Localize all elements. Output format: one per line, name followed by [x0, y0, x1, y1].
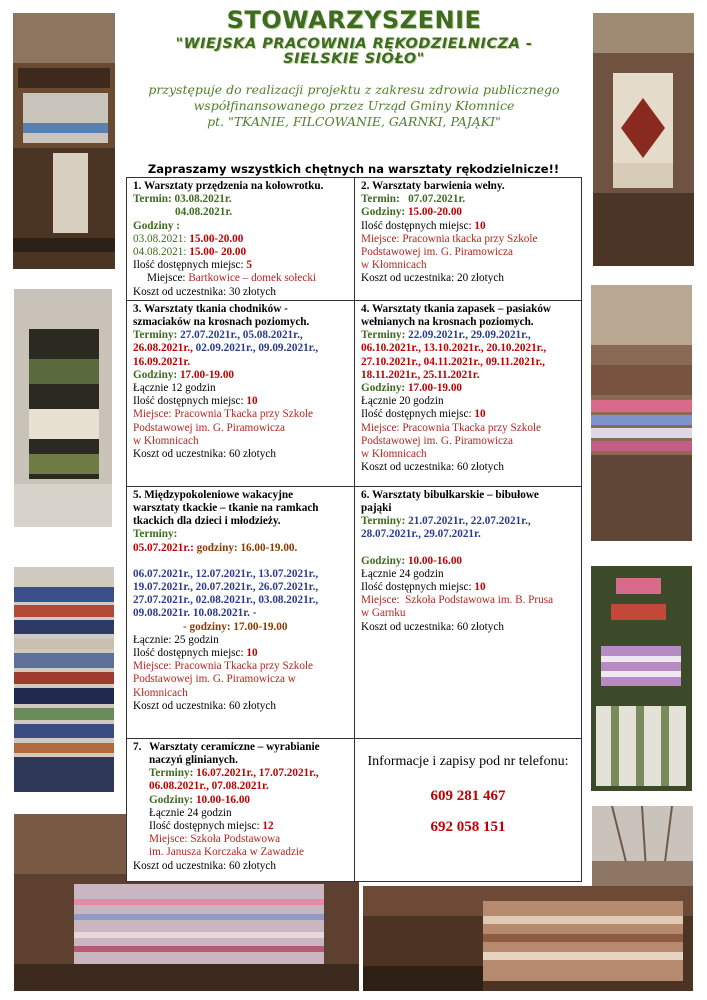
org-name-line2: SIELSKIE SIOŁO": [283, 51, 425, 68]
places-value: 12: [262, 820, 274, 833]
term-date: 04.08.2021r.: [175, 206, 233, 219]
cost: Koszt od uczestnika: 60 złotych: [133, 448, 276, 461]
hours-label: Godziny:: [361, 382, 406, 395]
contact-info: Informacje i zapisy pod nr telefonu:: [367, 753, 569, 769]
table-row: [127, 178, 582, 301]
place-value: Pracownia Tkacka przy Szkole: [402, 421, 541, 434]
workshop-title: 1. Warsztaty przędzenia na kołowrotku.: [133, 180, 324, 192]
places-value: 10: [474, 219, 486, 232]
terms-label: Terminy:: [133, 528, 178, 541]
place-label: Miejsce:: [361, 594, 400, 607]
term-label: Termin:: [361, 193, 400, 206]
hours-date: 04.08.2021:: [133, 246, 187, 259]
term-dates: 27.10.2021r., 04.11.2021r., 09.11.2021r.,: [361, 355, 545, 368]
photo-striped-rugs-left: [14, 567, 114, 792]
term-dates: 16.07.2021r., 17.07.2021r.,: [196, 767, 319, 780]
term-dates: 19.07.2021r., 20.07.2021r., 26.07.2021r.,: [133, 581, 319, 594]
total-hours: Łącznie 24 godzin: [361, 567, 444, 580]
table-row: [127, 486, 582, 738]
term-label: Termin:: [133, 193, 172, 206]
total-hours: Łącznie 20 godzin: [361, 395, 444, 408]
workshop-title: warsztaty tkackie – tkanie na ramkach: [133, 502, 319, 515]
workshop-title: tkackich dla dzieci i młodzieży.: [133, 515, 281, 528]
place-value: w Kłomnicach: [361, 259, 427, 272]
contact-cell: [355, 738, 582, 881]
term-dates: 02.09.2021r., 09.09.2021r.,: [192, 342, 319, 355]
loom-photo-image: [13, 13, 115, 269]
workshop-4: [355, 300, 582, 486]
places-label: Ilość dostępnych miejsc:: [149, 820, 260, 833]
place-value: w Garnku: [361, 607, 406, 620]
terms-label: Terminy:: [361, 515, 406, 528]
place-label: Miejsce:: [133, 660, 172, 673]
place-value: Podstawowej im. G. Piramowicza: [133, 421, 285, 434]
hours-label: Godziny:: [361, 206, 406, 219]
table-row: [127, 300, 582, 486]
invitation-text: Zapraszamy wszystkich chętnych na warsztaty rękodzielnicze!!: [147, 162, 560, 176]
terms-label: Terminy:: [133, 329, 178, 342]
cost: Koszt od uczestnika: 60 złotych: [361, 461, 504, 474]
workshop-2: [355, 178, 582, 301]
place-value: Podstawowej im. G. Piramowicza w: [133, 673, 296, 686]
place-label: Miejsce:: [149, 833, 188, 846]
term-dates: 16.09.2021r.: [133, 355, 191, 368]
photo-loom-top-left: [13, 13, 115, 269]
place-value: Pracownia Tkacka przy Szkole: [174, 660, 313, 673]
hours-label: Godziny:: [149, 793, 194, 806]
photo-weave-top-right: [593, 13, 694, 266]
cost: Koszt od uczestnika: 30 złotych: [133, 285, 276, 298]
term-dates: 22.09.2021r., 29.09.2021r.,: [408, 329, 531, 342]
term-dates: 27.07.2021r., 05.08.2021r.,: [180, 329, 303, 342]
photo-loom-bottom-right: [363, 886, 693, 991]
hours-value: 17.00-19.00: [179, 368, 235, 381]
hours-value: 15.00- 20.00: [189, 246, 247, 259]
hours-value: 17.00-19.00: [407, 382, 463, 395]
rugs-grass-image: [591, 566, 692, 791]
workshop-title: szmaciaków na krosnach poziomych.: [133, 316, 310, 329]
org-title: STOWARZYSZENIE: [226, 6, 482, 34]
header: [130, 8, 578, 130]
phone-number[interactable]: 609 281 467: [430, 788, 506, 805]
loom-mid-photo-image: [14, 289, 112, 527]
striped-rugs-image: [14, 567, 114, 792]
term-dates: 06.10.2021r., 13.10.2021r., 20.10.2021r.,: [361, 342, 547, 355]
threads-image: [592, 806, 693, 886]
cost: Koszt od uczestnika: 20 złotych: [361, 272, 504, 285]
weave-photo-image: [593, 13, 694, 266]
hours-label: Godziny :: [133, 219, 180, 232]
project-line1: przystępuje do realizacji projektu z zakresu zdrowia publicznego: [148, 81, 560, 97]
place-label: Miejsce:: [147, 272, 186, 285]
workshop-title: 3. Warsztaty tkania chodników -: [133, 302, 288, 315]
loom-bottom-right-image: [363, 886, 693, 991]
term-dates: 06.07.2021r., 12.07.2021r., 13.07.2021r.,: [133, 567, 319, 580]
term-date: 05.07.2021r.:: [133, 541, 194, 554]
place-value: im. Janusza Korczaka w Zawadzie: [149, 846, 304, 859]
hours-label: - godziny:: [183, 620, 231, 633]
workshop-title: Warsztaty ceramiczne – wyrabianie: [149, 740, 320, 753]
project-line2: współfinansowanego przez Urząd Gminy Kłomnice: [193, 97, 515, 113]
workshop-6: [355, 486, 582, 738]
cost: Koszt od uczestnika: 60 złotych: [133, 699, 276, 712]
cost: Koszt od uczestnika: 60 złotych: [361, 620, 504, 633]
place-value: w Kłomnicach: [361, 448, 427, 461]
workshop-title: naczyń glinianych.: [149, 754, 238, 767]
place-value: Szkoła Podstawowa: [190, 833, 281, 846]
photo-threads-bottom-right: [592, 806, 693, 886]
total-hours: Łącznie 24 godzin: [149, 806, 232, 819]
term-date: 07.07.2021r.: [408, 193, 466, 206]
terms-label: Terminy:: [149, 767, 194, 780]
places-label: Ilość dostępnych miejsc:: [361, 581, 472, 594]
term-date: 03.08.2021r.: [174, 193, 232, 206]
project-line3: pt. "TKANIE, FILCOWANIE, GARNKI, PAJĄKI": [207, 113, 501, 129]
workshop-5: [127, 486, 355, 738]
places-label: Ilość dostępnych miejsc:: [133, 259, 244, 272]
place-label: Miejsce:: [361, 421, 400, 434]
place-value: Bartkowice – domek sołecki: [188, 272, 317, 285]
places-value: 10: [246, 395, 258, 408]
terms-label: Terminy:: [361, 329, 406, 342]
hours-date: 03.08.2021:: [133, 232, 187, 245]
spacer: [361, 542, 575, 555]
hours-value: 10.00-16.00: [195, 793, 251, 806]
place-label: Miejsce:: [133, 408, 172, 421]
places-value: 10: [246, 647, 258, 660]
total-hours: Łącznie 12 godzin: [133, 382, 216, 395]
place-label: Miejsce:: [361, 232, 400, 245]
term-dates: 09.08.2021r. 10.08.2021r. -: [133, 607, 257, 620]
term-dates: 18.11.2021r., 25.11.2021r.: [361, 368, 480, 381]
table-row: [127, 738, 582, 881]
place-value: Pracownia Tkacka przy Szkole: [174, 408, 313, 421]
places-value: 5: [246, 259, 252, 272]
places-label: Ilość dostępnych miejsc:: [133, 647, 244, 660]
hours-value: 15.00-20.00: [189, 232, 244, 245]
workshop-title: 2. Warsztaty barwienia wełny.: [361, 180, 505, 192]
place-value: Podstawowej im. G. Piramowicza: [361, 434, 513, 447]
workshop-1: [127, 178, 355, 301]
hours-label: Godziny:: [133, 368, 178, 381]
workshop-3: [127, 300, 355, 486]
places-value: 10: [474, 581, 486, 594]
places-label: Ilość dostępnych miejsc:: [361, 219, 472, 232]
place-value: Szkoła Podstawowa im. B. Prusa: [405, 594, 554, 607]
places-label: Ilość dostępnych miejsc:: [361, 408, 472, 421]
place-value: Podstawowej im. G. Piramowicza: [361, 246, 513, 259]
term-dates: 26.08.2021r.,: [133, 342, 193, 355]
workshops-table: [126, 177, 582, 882]
term-dates: 28.07.2021r., 29.07.2021r.: [361, 528, 481, 541]
cost: Koszt od uczestnika: 60 złotych: [133, 859, 276, 872]
places-value: 10: [474, 408, 486, 421]
workshop-title: wełnianych na krosnach poziomych.: [361, 316, 534, 329]
hours-value: 17.00-19.00: [230, 620, 288, 633]
rug-photo-image: [591, 285, 692, 541]
photo-rugs-grass-right: [591, 566, 692, 791]
workshop-title: 4. Warsztaty tkania zapasek – pasiaków: [361, 302, 552, 315]
phone-number[interactable]: 692 058 151: [430, 819, 506, 836]
photo-rag-rug-mid-right: [591, 285, 692, 541]
workshop-7: [127, 738, 355, 881]
term-dates: 21.07.2021r., 22.07.2021r.,: [408, 515, 531, 528]
hours-label: godziny:: [193, 541, 238, 554]
places-label: Ilość dostępnych miejsc:: [133, 395, 244, 408]
place-value: Pracownia tkacka przy Szkole: [402, 232, 538, 245]
workshop-title: 5. Międzypokoleniowe wakacyjne: [133, 488, 294, 501]
total-hours: Łącznie: 25 godzin: [133, 633, 219, 646]
org-name-line1: "WIEJSKA PRACOWNIA RĘKODZIELNICZA -: [175, 36, 533, 53]
spacer: [133, 555, 348, 568]
term-dates: 27.07.2021r., 02.08.2021r., 03.08.2021r.,: [133, 594, 319, 607]
workshop-title: 6. Warsztaty bibułkarskie – bibułowe: [361, 488, 539, 501]
hours-value: 10.00-16.00: [407, 554, 463, 567]
place-value: w Kłomnicach: [133, 434, 199, 447]
term-dates: 06.08.2021r., 07.08.2021r.: [149, 780, 269, 793]
workshop-title: pająki: [361, 502, 392, 515]
hours-value: 16.00-19.00.: [237, 541, 298, 554]
photo-loom-mid-left: [14, 289, 112, 527]
workshop-number: 7.: [133, 740, 142, 753]
place-value: Kłomnicach: [133, 686, 188, 699]
hours-label: Godziny:: [361, 554, 406, 567]
hours-value: 15.00-20.00: [407, 206, 463, 219]
